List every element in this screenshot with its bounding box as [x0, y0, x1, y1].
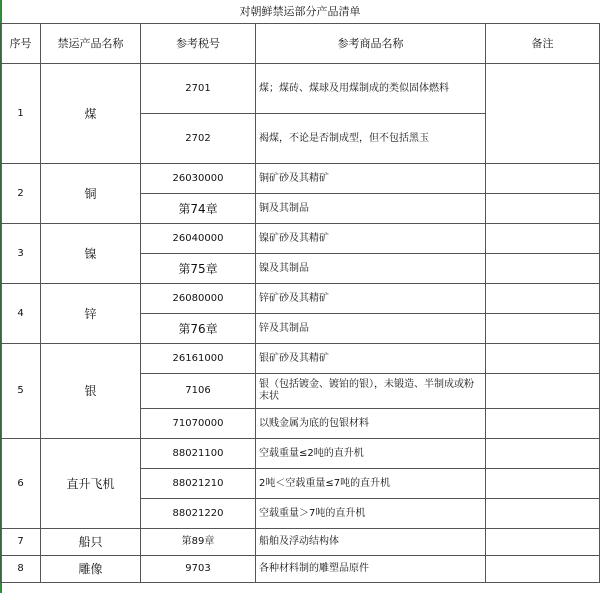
- remark-cell: [486, 439, 600, 469]
- tax-cell: 7106: [141, 374, 256, 409]
- goods-cell: 锌及其制品: [256, 314, 486, 344]
- tax-cell: 26030000: [141, 164, 256, 194]
- tax-cell: 26040000: [141, 224, 256, 254]
- goods-cell: 2吨＜空载重量≤7吨的直升机: [256, 469, 486, 499]
- goods-cell: 船舶及浮动结构体: [256, 529, 486, 556]
- remark-cell: [486, 529, 600, 556]
- product-cell: 煤: [41, 64, 141, 164]
- tax-cell: 26161000: [141, 344, 256, 374]
- goods-cell: 锌矿砂及其精矿: [256, 284, 486, 314]
- tax-cell: 88021100: [141, 439, 256, 469]
- tax-cell: 第75章: [141, 254, 256, 284]
- goods-cell: 空载重量≤2吨的直升机: [256, 439, 486, 469]
- tax-cell: 第89章: [141, 529, 256, 556]
- goods-cell: 银（包括镀金、镀铂的银），未锻造、半制成或粉末状: [256, 374, 486, 409]
- header-tax: 参考税号: [141, 24, 256, 64]
- remark-cell: [486, 254, 600, 284]
- seq-cell: 8: [1, 556, 41, 583]
- header-product: 禁运产品名称: [41, 24, 141, 64]
- remark-cell: [486, 344, 600, 374]
- product-cell: 船只: [41, 529, 141, 556]
- goods-cell: 铜矿砂及其精矿: [256, 164, 486, 194]
- table-row: [1, 344, 600, 374]
- header-goods: 参考商品名称: [256, 24, 486, 64]
- tax-cell: 第76章: [141, 314, 256, 344]
- product-cell: 银: [41, 344, 141, 439]
- seq-cell: 3: [1, 224, 41, 284]
- remark-cell: [486, 314, 600, 344]
- table-title: 对朝鲜禁运部分产品清单: [239, 4, 361, 18]
- table-row: [1, 64, 600, 114]
- goods-cell: 空载重量＞7吨的直升机: [256, 499, 486, 529]
- remark-cell: [486, 164, 600, 194]
- table-row: [1, 439, 600, 469]
- remark-cell: [486, 499, 600, 529]
- goods-cell: 铜及其制品: [256, 194, 486, 224]
- remark-cell: [486, 194, 600, 224]
- tax-cell: 第74章: [141, 194, 256, 224]
- title-row: [1, 0, 600, 24]
- product-cell: 铜: [41, 164, 141, 224]
- tax-cell: 2701: [141, 64, 256, 114]
- seq-cell: 5: [1, 344, 41, 439]
- tax-cell: 9703: [141, 556, 256, 583]
- table-row: [1, 224, 600, 254]
- table-row: [1, 556, 600, 583]
- goods-cell: 煤；煤砖、煤球及用煤制成的类似固体燃料: [256, 64, 486, 114]
- tax-cell: 71070000: [141, 409, 256, 439]
- header-seq: 序号: [1, 24, 41, 64]
- tax-cell: 88021210: [141, 469, 256, 499]
- goods-cell: 以贱金属为底的包银材料: [256, 409, 486, 439]
- tax-cell: 26080000: [141, 284, 256, 314]
- seq-cell: 6: [1, 439, 41, 529]
- remark-cell: [486, 224, 600, 254]
- remark-cell: [486, 374, 600, 409]
- header-remark: 备注: [486, 24, 600, 64]
- tax-cell: 88021220: [141, 499, 256, 529]
- goods-cell: 褐煤，不论是否制成型，但不包括黑玉: [256, 114, 486, 164]
- table-row: [1, 529, 600, 556]
- goods-cell: 银矿砂及其精矿: [256, 344, 486, 374]
- remark-cell: [486, 469, 600, 499]
- table-row: [1, 164, 600, 194]
- product-cell: 直升飞机: [41, 439, 141, 529]
- remark-cell: [486, 284, 600, 314]
- product-cell: 镍: [41, 224, 141, 284]
- goods-cell: 镍矿砂及其精矿: [256, 224, 486, 254]
- remark-cell: [486, 556, 600, 583]
- product-cell: 雕像: [41, 556, 141, 583]
- header-row: [1, 24, 600, 64]
- tax-cell: 2702: [141, 114, 256, 164]
- product-cell: 锌: [41, 284, 141, 344]
- seq-cell: 7: [1, 529, 41, 556]
- goods-cell: 镍及其制品: [256, 254, 486, 284]
- goods-cell: 各种材料制的雕塑品原件: [256, 556, 486, 583]
- seq-cell: 4: [1, 284, 41, 344]
- remark-cell: [486, 64, 600, 164]
- remark-cell: [486, 409, 600, 439]
- seq-cell: 1: [1, 64, 41, 164]
- seq-cell: 2: [1, 164, 41, 224]
- table-row: [1, 284, 600, 314]
